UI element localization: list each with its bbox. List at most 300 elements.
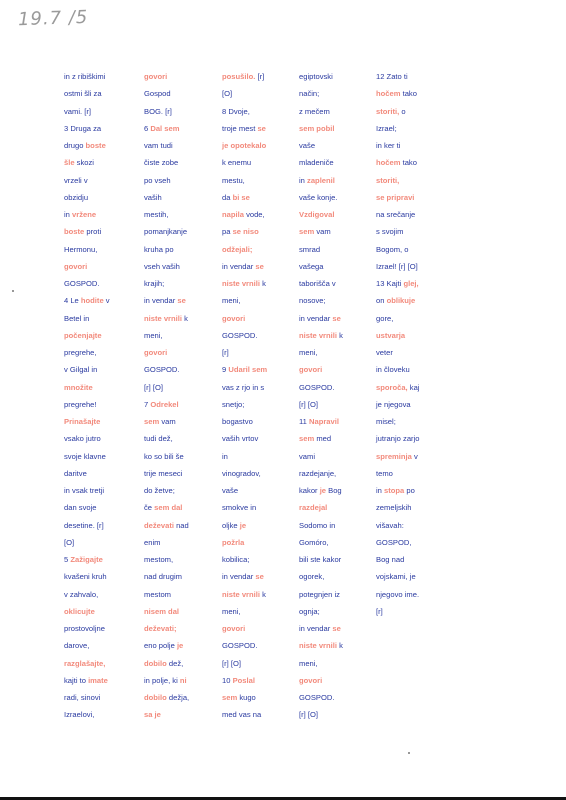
highlighted-word: govori <box>222 624 246 633</box>
text-line <box>222 568 267 585</box>
highlighted-word: sem dal <box>154 503 183 513</box>
word-segment: s svojim <box>376 227 404 237</box>
highlighted-word: se <box>177 296 186 306</box>
word-segment: nosove; <box>299 296 326 306</box>
highlighted-word: govori <box>64 261 88 271</box>
word-segment: proti <box>84 227 102 237</box>
text-line <box>64 465 110 482</box>
text-line <box>222 586 267 603</box>
text-line <box>64 568 110 585</box>
word-segment: in človeku <box>376 365 410 375</box>
word-segment: in z ribiškimi <box>64 72 106 81</box>
highlighted-word: boste <box>85 141 106 150</box>
word-segment: in vendar <box>222 261 256 271</box>
text-line <box>376 465 419 482</box>
text-line <box>64 85 110 102</box>
text-line <box>64 361 110 378</box>
text-line <box>144 344 189 361</box>
word-segment: prostovoljne <box>64 624 105 633</box>
word-segment: k <box>259 589 266 599</box>
word-segment: Hermonu, <box>64 244 98 254</box>
highlighted-word: sem <box>299 434 315 444</box>
highlighted-word: nisem dal <box>144 606 180 616</box>
text-line <box>376 223 419 240</box>
word-segment: gore, <box>376 313 394 323</box>
word-segment: v zahvalo, <box>64 589 99 599</box>
word-segment: vaših vrtov <box>222 434 259 444</box>
text-line <box>144 517 189 534</box>
text-line <box>299 482 343 499</box>
word-segment: vrzeli v <box>64 175 88 185</box>
word-segment: vaše konje. <box>299 192 338 202</box>
text-line <box>144 482 189 499</box>
text-line <box>222 223 267 240</box>
text-line <box>299 361 343 378</box>
text-line <box>299 258 343 275</box>
highlighted-word: dobilo <box>144 693 167 702</box>
highlighted-word: se <box>332 624 341 633</box>
text-line <box>222 327 267 344</box>
word-segment: k <box>336 641 343 651</box>
word-segment: 11 <box>299 417 309 426</box>
text-line <box>222 206 267 223</box>
word-segment: do žetve; <box>144 486 175 495</box>
word-segment: in <box>299 175 308 185</box>
text-line <box>376 568 419 585</box>
text-line <box>144 534 189 551</box>
word-segment: dež, <box>166 658 184 668</box>
text-line <box>64 103 110 120</box>
text-line <box>222 310 267 327</box>
text-line <box>299 689 343 706</box>
word-segment: snetjo; <box>222 399 245 409</box>
highlighted-word: je opotekalo <box>222 141 267 150</box>
text-line <box>64 551 110 568</box>
text-line <box>222 413 267 430</box>
word-segment: obzidju <box>64 192 89 202</box>
text-line <box>64 258 110 275</box>
highlighted-word: se <box>332 313 341 323</box>
text-line <box>299 206 343 223</box>
word-segment: drugo <box>64 141 86 150</box>
word-segment: meni, <box>144 330 163 340</box>
text-line <box>144 85 189 102</box>
highlighted-word: Poslal <box>232 675 255 685</box>
word-segment: [O] <box>222 89 233 99</box>
highlighted-word: boste <box>64 227 85 237</box>
word-segment: Bog nad <box>376 555 405 564</box>
text-line <box>144 223 189 240</box>
text-line <box>64 499 110 516</box>
word-segment: mestih, <box>144 210 169 219</box>
word-segment: BOG. [r] <box>144 106 172 116</box>
word-segment: k <box>181 313 188 323</box>
word-segment: in vsak tretji <box>64 486 105 495</box>
highlighted-word: napila <box>222 210 244 219</box>
highlighted-word: glej, <box>403 279 419 288</box>
text-line <box>376 517 419 534</box>
text-line <box>222 465 267 482</box>
word-segment: razdejanje, <box>299 468 337 478</box>
word-segment: njegovo ime. <box>376 589 420 599</box>
word-segment: k enemu <box>222 158 252 168</box>
highlighted-word: storiti, <box>376 175 400 185</box>
text-line <box>144 103 189 120</box>
text-line <box>222 603 267 620</box>
word-segment: 9 <box>222 365 229 375</box>
word-segment: in vendar <box>144 296 178 306</box>
word-segment: krajih; <box>144 279 165 288</box>
word-segment: [r] <box>376 606 383 616</box>
text-line <box>299 103 343 120</box>
word-segment: [r] [O] <box>299 710 318 720</box>
word-segment: k <box>259 279 266 288</box>
highlighted-word: sem <box>222 693 238 702</box>
word-segment: 8 Dvoje, <box>222 106 250 116</box>
highlighted-word: niste vrnili <box>144 313 182 323</box>
text-line <box>222 689 267 706</box>
text-line <box>222 172 267 189</box>
text-line <box>299 499 343 516</box>
word-segment: temo <box>376 468 393 478</box>
text-line <box>299 603 343 620</box>
text-line <box>299 241 343 258</box>
word-segment: na srečanje <box>376 210 416 219</box>
text-line <box>222 396 267 413</box>
text-line <box>299 396 343 413</box>
word-segment: kvašeni kruh <box>64 572 107 582</box>
text-line <box>64 68 110 85</box>
word-segment: vam <box>159 417 176 426</box>
word-segment: način; <box>299 89 320 99</box>
word-segment: kobilica; <box>222 555 250 564</box>
text-line <box>376 396 419 413</box>
text-line <box>144 655 189 672</box>
text-line <box>64 241 110 258</box>
text-line <box>144 241 189 258</box>
text-column-1 <box>64 68 110 724</box>
text-line <box>144 154 189 171</box>
word-segment: GOSPOD. <box>222 641 258 651</box>
word-segment: oljke <box>222 520 240 530</box>
word-segment: troje mest <box>222 123 258 133</box>
text-column-4 <box>299 68 343 724</box>
text-line <box>299 534 343 551</box>
text-line <box>144 672 189 689</box>
highlighted-word: niste vrnili <box>222 589 260 599</box>
word-segment: Izrael! [r] [O] <box>376 261 418 271</box>
word-segment: potegnjen iz <box>299 589 340 599</box>
word-segment: meni, <box>222 606 241 616</box>
word-segment: vam tudi <box>144 141 173 150</box>
text-line <box>376 482 419 499</box>
handwritten-page-number: 19.7 /5 <box>17 6 89 31</box>
highlighted-word: hodite <box>80 296 104 306</box>
highlighted-word: Prinašajte <box>64 417 101 426</box>
highlighted-word: sporoča, <box>376 382 408 392</box>
text-line <box>376 448 419 465</box>
text-line <box>64 206 110 223</box>
text-line <box>144 706 189 723</box>
highlighted-word: sem <box>144 417 160 426</box>
text-line <box>222 430 267 447</box>
word-segment: misel; <box>376 417 396 426</box>
word-segment: Bogom, o <box>376 244 409 254</box>
text-line <box>299 137 343 154</box>
word-segment: mladeniče <box>299 158 334 168</box>
word-segment: GOSPOD. <box>299 382 335 392</box>
text-line <box>64 327 110 344</box>
highlighted-word: se niso <box>232 227 259 237</box>
text-line <box>64 586 110 603</box>
word-segment: pomanjkanje <box>144 227 188 237</box>
text-line <box>222 448 267 465</box>
highlighted-word: požrla <box>222 537 245 547</box>
word-segment: Bog <box>326 486 342 495</box>
word-segment: vam <box>314 227 331 237</box>
highlighted-word: zaplenil <box>307 175 335 185</box>
word-segment: on <box>376 296 387 306</box>
highlighted-word: dobilo <box>144 658 167 668</box>
text-line <box>376 551 419 568</box>
word-segment: [O] <box>64 537 75 547</box>
highlighted-word: se <box>255 261 264 271</box>
highlighted-word: se <box>257 123 266 133</box>
text-line <box>376 275 419 292</box>
word-segment: po <box>404 486 415 495</box>
text-line <box>222 534 267 551</box>
text-line <box>299 344 343 361</box>
text-line <box>299 551 343 568</box>
word-segment: GOSPOD. <box>299 693 335 702</box>
highlighted-word: je <box>176 641 184 651</box>
text-line <box>64 275 110 292</box>
text-line <box>64 413 110 430</box>
highlighted-word: spreminja <box>376 451 412 461</box>
highlighted-word: imate <box>88 675 108 685</box>
text-line <box>299 154 343 171</box>
text-line <box>222 189 267 206</box>
highlighted-word: sa je <box>144 710 161 720</box>
word-segment: v <box>103 296 110 306</box>
word-segment: vode, <box>243 210 265 219</box>
text-line <box>144 637 189 654</box>
word-segment: GOSPOD. <box>144 365 180 375</box>
highlighted-word: šle <box>64 158 75 168</box>
word-segment: mestom, <box>144 555 174 564</box>
highlighted-word: niste vrnili <box>299 641 337 651</box>
highlighted-word: deževati; <box>144 624 177 633</box>
word-segment: trije meseci <box>144 468 183 478</box>
word-segment: 7 <box>144 399 151 409</box>
text-line <box>376 327 419 344</box>
text-line <box>299 189 343 206</box>
word-segment: darove, <box>64 641 90 651</box>
text-column-2 <box>144 68 189 724</box>
text-line <box>376 292 419 309</box>
text-line <box>376 120 419 137</box>
word-segment: ogorek, <box>299 572 325 582</box>
scan-speck <box>12 290 14 292</box>
text-line <box>222 68 267 85</box>
text-line <box>376 379 419 396</box>
text-line <box>64 655 110 672</box>
text-line <box>144 603 189 620</box>
word-segment: Betel in <box>64 313 90 323</box>
word-segment: meni, <box>299 348 318 357</box>
text-line <box>222 482 267 499</box>
highlighted-word: oklicujte <box>64 606 95 616</box>
word-segment: eno polje <box>144 641 177 651</box>
word-segment: ostmi šli za <box>64 89 102 99</box>
text-line <box>299 448 343 465</box>
word-segment: da <box>222 192 233 202</box>
text-line <box>299 223 343 240</box>
word-segment: kajti to <box>64 675 89 685</box>
word-segment: čiste zobe <box>144 158 179 168</box>
highlighted-word: Odrekel <box>150 399 179 409</box>
word-segment: ko so bili še <box>144 451 184 461</box>
text-line <box>376 103 419 120</box>
word-segment: skozi <box>74 158 94 168</box>
text-line <box>376 68 419 85</box>
word-segment: meni, <box>299 658 318 668</box>
text-line <box>144 689 189 706</box>
text-line <box>299 120 343 137</box>
text-line <box>64 482 110 499</box>
word-segment: nad drugim <box>144 572 182 582</box>
text-line <box>376 499 419 516</box>
word-segment: in ker ti <box>376 141 401 150</box>
word-segment: in <box>376 486 385 495</box>
text-line <box>64 379 110 396</box>
text-line <box>64 689 110 706</box>
word-segment: vaše <box>222 486 239 495</box>
text-line <box>144 568 189 585</box>
word-segment: enim <box>144 537 161 547</box>
word-segment: 10 <box>222 675 233 685</box>
word-segment: med vas na <box>222 710 262 720</box>
text-line <box>64 154 110 171</box>
word-segment: vaše <box>299 141 316 150</box>
highlighted-word: sem pobil <box>299 123 335 133</box>
word-segment: o <box>399 106 406 116</box>
word-segment: pregrehe, <box>64 348 97 357</box>
text-line <box>376 310 419 327</box>
word-segment: mestom <box>144 589 172 599</box>
text-line <box>144 292 189 309</box>
text-line <box>64 344 110 361</box>
word-segment: GOSPOD. <box>222 330 258 340</box>
text-line <box>222 672 267 689</box>
word-segment: 4 Le <box>64 296 81 306</box>
text-column-3 <box>222 68 267 724</box>
text-line <box>144 448 189 465</box>
text-line <box>299 379 343 396</box>
highlighted-word: ni <box>179 675 187 685</box>
text-line <box>144 379 189 396</box>
word-segment: dan svoje <box>64 503 97 513</box>
word-segment: vašega <box>299 261 324 271</box>
highlighted-word: niste vrnili <box>222 279 260 288</box>
word-segment: vami. [r] <box>64 106 92 116</box>
word-segment: Izraelovi, <box>64 710 95 720</box>
text-line <box>376 361 419 378</box>
word-segment: smokve in <box>222 503 257 513</box>
text-line <box>222 103 267 120</box>
text-line <box>376 258 419 275</box>
text-line <box>299 172 343 189</box>
word-segment: pa <box>222 227 233 237</box>
highlighted-word: storiti, <box>376 106 400 116</box>
word-segment: z mečem <box>299 106 330 116</box>
highlighted-word: govori <box>299 365 323 375</box>
word-segment: kugo <box>237 693 256 702</box>
text-line <box>64 120 110 137</box>
word-segment: Izrael; <box>376 123 397 133</box>
word-segment: in <box>222 451 228 461</box>
highlighted-word: razglašajte, <box>64 658 106 668</box>
text-line <box>376 534 419 551</box>
text-line <box>376 586 419 603</box>
text-line <box>376 206 419 223</box>
text-line <box>299 275 343 292</box>
text-line <box>64 189 110 206</box>
text-line <box>64 706 110 723</box>
text-line <box>299 620 343 637</box>
word-segment: jutranjo zarjo <box>376 434 420 444</box>
word-segment: [r] [O] <box>299 399 318 409</box>
text-line <box>64 172 110 189</box>
text-line <box>144 361 189 378</box>
word-segment: zemeljskih <box>376 503 412 513</box>
text-column-5 <box>376 68 419 620</box>
highlighted-word: množite <box>64 382 93 392</box>
text-line <box>299 310 343 327</box>
word-segment: in vendar <box>222 572 256 582</box>
highlighted-word: govori <box>299 675 323 685</box>
text-line <box>222 499 267 516</box>
word-segment: [r] [O] <box>144 382 163 392</box>
text-line <box>64 223 110 240</box>
word-segment: 13 Kajti <box>376 279 404 288</box>
text-line <box>64 396 110 413</box>
word-segment: daritve <box>64 468 87 478</box>
text-line <box>376 241 419 258</box>
highlighted-word: hočem <box>376 158 401 168</box>
word-segment: GOSPOD. <box>64 279 100 288</box>
text-line <box>144 275 189 292</box>
text-line <box>376 85 419 102</box>
text-line <box>64 603 110 620</box>
text-line <box>222 379 267 396</box>
text-line <box>144 206 189 223</box>
word-segment: taborišča v <box>299 279 336 288</box>
text-line <box>64 534 110 551</box>
scan-speck <box>408 752 410 754</box>
text-line <box>144 120 189 137</box>
word-segment: k <box>336 330 343 340</box>
text-line <box>144 551 189 568</box>
text-line <box>64 430 110 447</box>
text-line <box>64 637 110 654</box>
word-segment: vseh vaših <box>144 261 180 271</box>
text-line <box>376 603 419 620</box>
word-segment: [r] <box>222 348 229 357</box>
text-line <box>144 258 189 275</box>
text-line <box>222 241 267 258</box>
highlighted-word: Napravil <box>309 417 339 426</box>
